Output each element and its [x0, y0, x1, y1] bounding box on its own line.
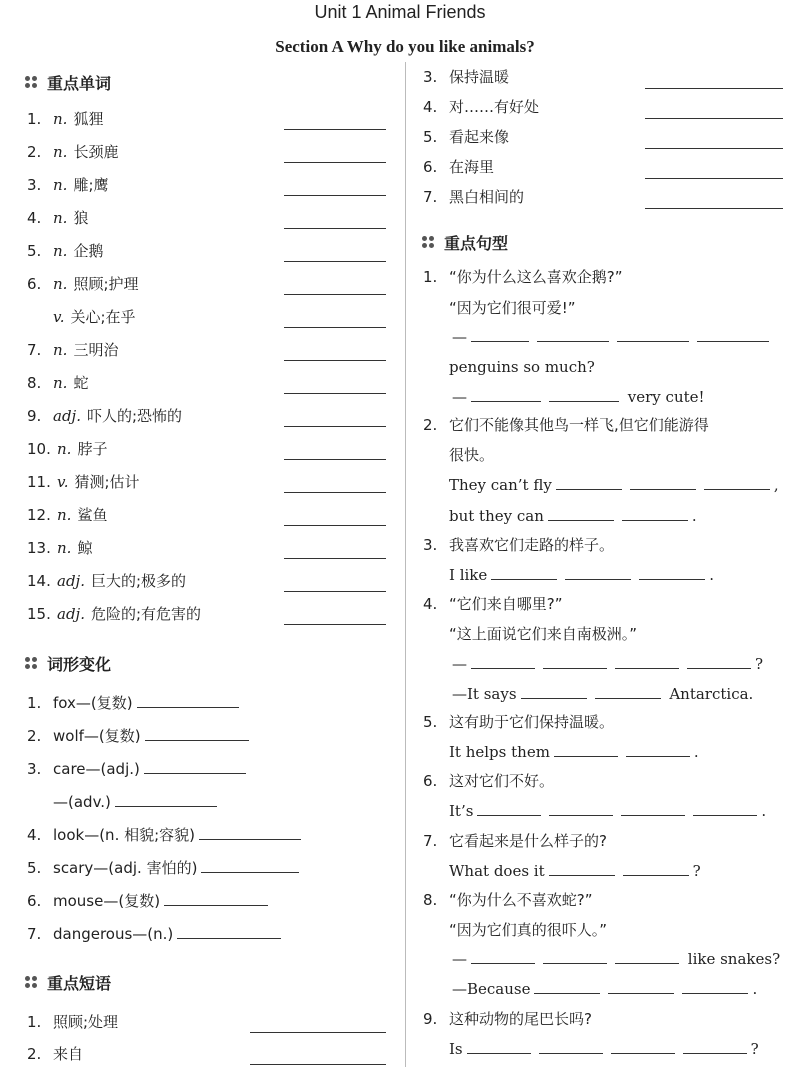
answer-blank[interactable] — [595, 697, 661, 699]
answer-blank[interactable] — [284, 260, 386, 262]
word-form-prompt: dangerous—(n.) — [53, 925, 174, 943]
answer-blank[interactable] — [615, 667, 679, 669]
vocab-item — [27, 471, 140, 493]
sentence-7-cn: 7. 它看起来是什么样子的? — [423, 832, 607, 850]
answer-blank[interactable] — [145, 739, 249, 741]
answer-blank[interactable] — [137, 706, 239, 708]
sentence-8-answer-line-2: —Because . — [452, 980, 758, 998]
answer-blank[interactable] — [645, 177, 783, 179]
vocab-meaning: 巨大的;极多的 — [90, 572, 187, 590]
vocab-item — [27, 174, 109, 196]
item-number: 5. — [27, 242, 42, 260]
vocab-item — [27, 141, 118, 163]
word-form-item — [27, 758, 250, 780]
answer-blank[interactable] — [549, 874, 615, 876]
word-form-prompt: care—(adj.) — [53, 760, 140, 778]
word-form-prompt: fox—(复数) — [53, 694, 133, 712]
part-of-speech: n. — [53, 110, 68, 128]
answer-blank[interactable] — [615, 962, 679, 964]
bullet-icon — [25, 657, 39, 671]
vocab-item — [27, 240, 103, 262]
sentence-3-answer-line: I like . — [449, 566, 715, 584]
part-of-speech: n. — [53, 242, 68, 260]
sentence-9-cn: 9. 这种动物的尾巴长吗? — [423, 1010, 592, 1028]
vocab-meaning: 照顾;护理 — [73, 275, 139, 293]
item-number: 4. — [27, 826, 42, 844]
answer-blank[interactable] — [284, 359, 386, 361]
part-of-speech: v. — [53, 308, 65, 326]
word-form-item — [27, 824, 305, 846]
answer-blank[interactable] — [284, 293, 386, 295]
item-number: 2. — [27, 1045, 42, 1063]
answer-blank[interactable] — [621, 814, 685, 816]
answer-blank[interactable] — [199, 838, 301, 840]
answer-blank[interactable] — [645, 87, 783, 89]
vocab-meaning: 企鹅 — [73, 242, 104, 260]
item-number: 4. — [27, 209, 42, 227]
sentence-6-cn: 6. 这对它们不好。 — [423, 772, 555, 790]
part-of-speech: v. — [57, 473, 69, 491]
answer-blank[interactable] — [284, 194, 386, 196]
vocab-item — [27, 372, 88, 394]
part-of-speech: n. — [57, 440, 72, 458]
phrase-meaning: 对……有好处 — [449, 98, 540, 116]
answer-blank[interactable] — [177, 937, 281, 939]
vocab-meaning: 狐狸 — [73, 110, 104, 128]
item-number: 8. — [27, 374, 42, 392]
phrase-meaning: 照顾;处理 — [53, 1013, 119, 1031]
item-number: 1. — [27, 110, 42, 128]
answer-blank[interactable] — [250, 1031, 386, 1033]
vocab-item — [27, 273, 139, 295]
phrase-item — [27, 1011, 118, 1033]
word-form-item — [27, 857, 303, 879]
vocab-item — [27, 306, 136, 328]
answer-blank[interactable] — [250, 1063, 386, 1065]
sentence-2-answer-line-1: They can’t fly , — [449, 476, 779, 494]
answer-blank[interactable] — [697, 340, 769, 342]
vocab-item — [27, 108, 103, 130]
vocab-item — [27, 504, 107, 526]
item-number: 12. — [27, 506, 51, 524]
vocab-meaning: 鲸 — [77, 539, 93, 557]
item-number: 4. — [423, 98, 438, 116]
phrase-meaning: 来自 — [53, 1045, 84, 1063]
part-of-speech: adj. — [57, 572, 85, 590]
bullet-icon — [25, 976, 39, 990]
item-number: 2. — [27, 143, 42, 161]
answer-blank[interactable] — [623, 874, 689, 876]
answer-blank[interactable] — [284, 491, 386, 493]
word-form-item — [27, 725, 253, 747]
answer-blank[interactable] — [539, 1052, 603, 1054]
answer-blank[interactable] — [645, 147, 783, 149]
vocab-meaning: 狼 — [73, 209, 89, 227]
sentence-6-answer-line: It’s . — [449, 802, 767, 820]
sentence-1-cn-2: “因为它们很可爱!” — [449, 299, 576, 317]
phrase-meaning: 保持温暖 — [449, 68, 510, 86]
sentence-8-cn-1: 8. “你为什么不喜欢蛇?” — [423, 891, 593, 909]
item-number: 9. — [27, 407, 42, 425]
item-number: 11. — [27, 473, 51, 491]
answer-blank[interactable] — [622, 519, 688, 521]
answer-blank[interactable] — [611, 1052, 675, 1054]
word-form-item — [27, 890, 272, 912]
section-heading-vocab: 重点单词 — [25, 71, 111, 94]
word-form-item — [27, 791, 221, 813]
answer-blank[interactable] — [549, 400, 619, 402]
answer-blank[interactable] — [639, 578, 705, 580]
vocab-item — [27, 537, 92, 559]
answer-blank[interactable] — [284, 227, 386, 229]
answer-blank[interactable] — [201, 871, 299, 873]
section-heading-phrases: 重点短语 — [25, 971, 111, 994]
vocab-item — [27, 438, 107, 460]
vocab-meaning: 长颈鹿 — [73, 143, 119, 161]
bullet-icon — [422, 236, 436, 250]
word-form-item — [27, 923, 285, 945]
sentence-1-answer-line-3: — very cute! — [452, 388, 705, 406]
vocab-meaning: 猜测;估计 — [74, 473, 140, 491]
vocab-meaning: 三明治 — [73, 341, 119, 359]
part-of-speech: n. — [53, 341, 68, 359]
phrase-item — [27, 1043, 83, 1065]
answer-blank[interactable] — [284, 326, 386, 328]
section-heading-sentences: 重点句型 — [422, 231, 508, 254]
item-number: 3. — [27, 760, 42, 778]
item-number: 10. — [27, 440, 51, 458]
item-number: 3. — [423, 68, 438, 86]
word-form-item — [27, 692, 243, 714]
sentence-2-cn-1: 2. 它们不能像其他鸟一样飞,但它们能游得 — [423, 416, 709, 434]
answer-blank[interactable] — [284, 425, 386, 427]
answer-blank[interactable] — [284, 590, 386, 592]
phrase-item — [423, 156, 494, 178]
vocab-meaning: 雕;鹰 — [73, 176, 109, 194]
sentence-4-cn-1: 4. “它们来自哪里?” — [423, 595, 563, 613]
sentence-4-answer-line-1: — ? — [452, 655, 764, 673]
sentence-8-answer-line-1: — like snakes? — [452, 950, 781, 968]
answer-blank[interactable] — [704, 488, 770, 490]
unit-title: Unit 1 Animal Friends — [314, 2, 486, 22]
answer-blank[interactable] — [471, 667, 535, 669]
phrase-meaning: 黑白相间的 — [449, 188, 525, 206]
item-number: 1. — [27, 1013, 42, 1031]
word-form-prompt: —(adv.) — [53, 793, 111, 811]
item-number: 3. — [27, 176, 42, 194]
phrase-meaning: 看起来像 — [449, 128, 510, 146]
answer-blank[interactable] — [471, 400, 541, 402]
item-number: 14. — [27, 572, 51, 590]
answer-blank[interactable] — [115, 805, 217, 807]
item-number: 6. — [27, 275, 42, 293]
sentence-7-answer-line: What does it ? — [449, 862, 701, 880]
sentence-2-answer-line-2: but they can . — [449, 507, 697, 525]
part-of-speech: adj. — [57, 605, 85, 623]
phrase-item — [423, 186, 524, 208]
word-form-prompt: scary—(adj. 害怕的) — [53, 859, 198, 877]
answer-blank[interactable] — [284, 458, 386, 460]
vocab-meaning: 吓人的;恐怖的 — [86, 407, 183, 425]
answer-blank[interactable] — [645, 117, 783, 119]
word-form-prompt: look—(n. 相貌;容貌) — [53, 826, 196, 844]
answer-blank[interactable] — [537, 340, 609, 342]
answer-blank[interactable] — [284, 524, 386, 526]
answer-blank[interactable] — [534, 992, 600, 994]
vocab-item — [27, 339, 118, 361]
phrase-meaning: 在海里 — [449, 158, 495, 176]
part-of-speech: n. — [53, 176, 68, 194]
answer-blank[interactable] — [284, 623, 386, 625]
item-number: 13. — [27, 539, 51, 557]
item-number: 7. — [27, 341, 42, 359]
answer-blank[interactable] — [626, 755, 690, 757]
column-divider — [405, 62, 406, 1067]
item-number: 5. — [423, 128, 438, 146]
item-number: 7. — [27, 925, 42, 943]
vocab-item — [27, 207, 88, 229]
answer-blank[interactable] — [565, 578, 631, 580]
answer-blank[interactable] — [682, 992, 748, 994]
answer-blank[interactable] — [693, 814, 757, 816]
part-of-speech: n. — [53, 143, 68, 161]
section-title: Section A Why do you like animals? — [275, 37, 535, 56]
word-form-prompt: wolf—(复数) — [53, 727, 141, 745]
sentence-4-cn-2: “这上面说它们来自南极洲。” — [449, 625, 638, 643]
item-number: 6. — [423, 158, 438, 176]
part-of-speech: n. — [57, 539, 72, 557]
sentence-1-cn-1: 1. “你为什么这么喜欢企鹅?” — [423, 268, 623, 286]
vocab-meaning: 危险的;有危害的 — [90, 605, 202, 623]
answer-blank[interactable] — [554, 755, 618, 757]
vocab-item — [27, 405, 182, 427]
answer-blank[interactable] — [491, 578, 557, 580]
answer-blank[interactable] — [144, 772, 246, 774]
answer-blank[interactable] — [543, 667, 607, 669]
item-number: 7. — [423, 188, 438, 206]
phrase-item — [423, 126, 509, 148]
sentence-5-answer-line: It helps them . — [449, 743, 699, 761]
answer-blank[interactable] — [556, 488, 622, 490]
phrase-item — [423, 96, 539, 118]
sentence-2-cn-2: 很快。 — [449, 446, 495, 464]
vocab-item — [27, 570, 186, 592]
answer-blank[interactable] — [284, 161, 386, 163]
part-of-speech: n. — [53, 275, 68, 293]
sentence-1-answer-line-2: penguins so much? — [449, 358, 595, 376]
phrase-item — [423, 66, 509, 88]
sentence-5-cn: 5. 这有助于它们保持温暖。 — [423, 713, 615, 731]
answer-blank[interactable] — [471, 340, 529, 342]
answer-blank[interactable] — [683, 1052, 747, 1054]
vocab-meaning: 鲨鱼 — [77, 506, 108, 524]
bullet-icon — [25, 76, 39, 90]
vocab-meaning: 脖子 — [77, 440, 108, 458]
section-heading-forms: 词形变化 — [25, 652, 111, 675]
item-number: 5. — [27, 859, 42, 877]
answer-blank[interactable] — [477, 814, 541, 816]
answer-blank[interactable] — [645, 207, 783, 209]
answer-blank[interactable] — [284, 128, 386, 130]
sentence-3-cn: 3. 我喜欢它们走路的样子。 — [423, 536, 615, 554]
vocab-meaning: 关心;在乎 — [70, 308, 136, 326]
item-number: 1. — [27, 694, 42, 712]
word-form-prompt: mouse—(复数) — [53, 892, 161, 910]
answer-blank[interactable] — [543, 962, 607, 964]
part-of-speech: n. — [53, 209, 68, 227]
vocab-meaning: 蛇 — [73, 374, 89, 392]
part-of-speech: n. — [57, 506, 72, 524]
part-of-speech: n. — [53, 374, 68, 392]
answer-blank[interactable] — [284, 557, 386, 559]
answer-blank[interactable] — [608, 992, 674, 994]
item-number: 6. — [27, 892, 42, 910]
answer-blank[interactable] — [617, 340, 689, 342]
answer-blank[interactable] — [630, 488, 696, 490]
part-of-speech: adj. — [53, 407, 81, 425]
sentence-1-answer-line-1: — — [452, 326, 773, 348]
sentence-8-cn-2: “因为它们真的很吓人。” — [449, 921, 608, 939]
answer-blank[interactable] — [284, 392, 386, 394]
answer-blank[interactable] — [471, 962, 535, 964]
answer-blank[interactable] — [164, 904, 268, 906]
answer-blank[interactable] — [549, 814, 613, 816]
answer-blank[interactable] — [687, 667, 751, 669]
vocab-item — [27, 603, 201, 625]
item-number: 2. — [27, 727, 42, 745]
answer-blank[interactable] — [467, 1052, 531, 1054]
answer-blank[interactable] — [521, 697, 587, 699]
item-number: 15. — [27, 605, 51, 623]
answer-blank[interactable] — [548, 519, 614, 521]
sentence-9-answer-line: Is ? — [449, 1040, 759, 1058]
sentence-4-answer-line-2: —It says Antarctica. — [452, 685, 754, 703]
